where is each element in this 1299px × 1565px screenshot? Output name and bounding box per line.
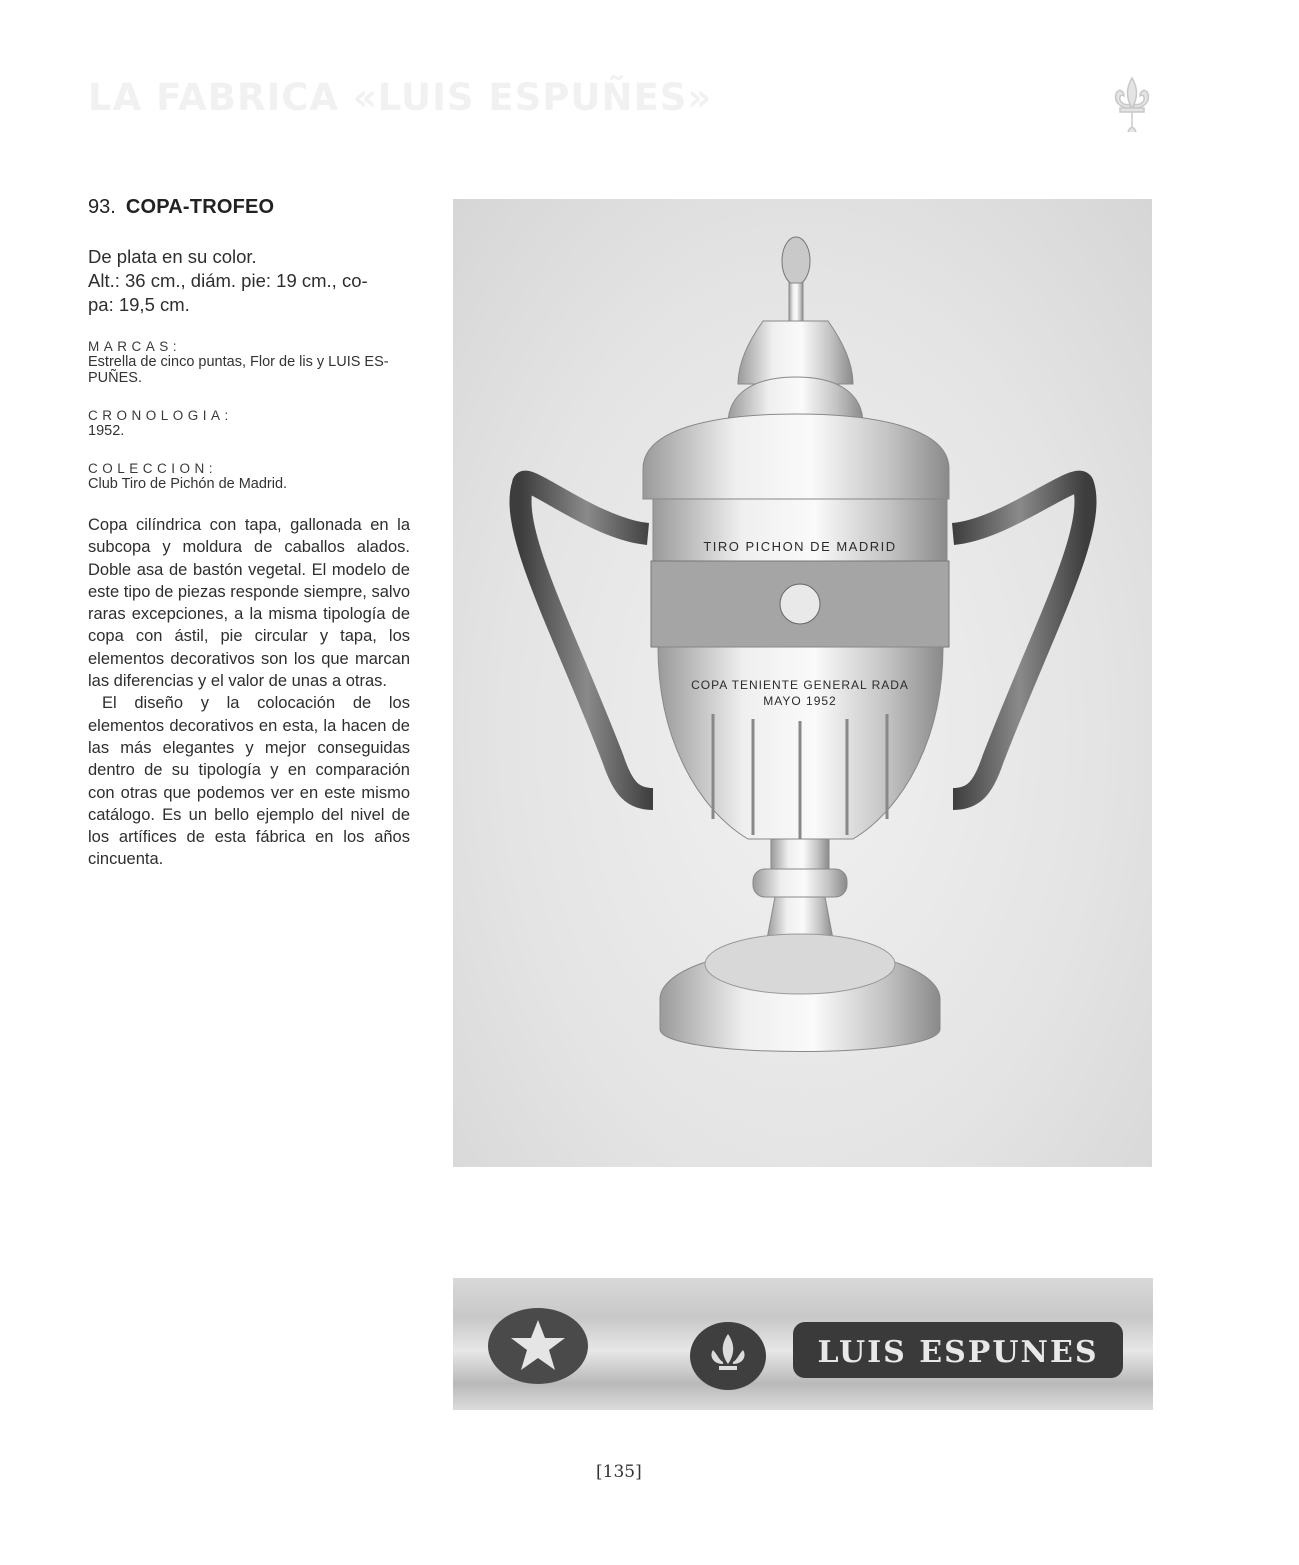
- maker-mark: LUIS ESPUNES: [817, 1335, 1099, 1370]
- page-number: [135]: [596, 1462, 642, 1482]
- entry-text-column: [88, 196, 410, 871]
- description: [88, 514, 410, 871]
- marcas-value: Estrella de cinco puntas, Flor de lis y LUIS ES-PUÑES.: [88, 354, 389, 386]
- marcas-label: MARCAS:: [88, 339, 182, 354]
- hallmarks-photo: [453, 1278, 1153, 1410]
- cronologia-value: 1952.: [88, 423, 125, 439]
- dimensions-line: Alt.: 36 cm., diám. pie: 19 cm., co-: [88, 270, 368, 291]
- entry-number: 93.: [88, 196, 116, 218]
- entry-title: COPA-TROFEO: [125, 196, 275, 218]
- trophy-cup-photo: [453, 199, 1152, 1167]
- trophy-cup-illustration: [453, 199, 1152, 1167]
- coleccion-value: Club Tiro de Pichón de Madrid.: [88, 476, 288, 492]
- body-inscription-line1: COPA TENIENTE GENERAL RADA: [691, 678, 909, 692]
- hallmarks-illustration: [453, 1278, 1153, 1410]
- entry-heading: [88, 196, 410, 219]
- coleccion-label: COLECCION:: [88, 461, 218, 476]
- dimensions-line: pa: 19,5 cm.: [88, 294, 190, 315]
- body-inscription-line2: MAYO 1952: [763, 694, 837, 708]
- description-paragraph: Copa cilíndrica con tapa, gallonada en la subcopa y moldura de caballos alados. Doble asa de bastón vegetal. El modelo de este tipo de piezas responde siempre, salvo raras excepciones, a la misma tipología de copa con ástil, pie circular y tapa, los elementos decorativos son los que marcan las diferencias y el valor de unas a otras.: [88, 516, 410, 691]
- cronologia-label: CRONOLOGIA:: [88, 408, 233, 423]
- running-header: LA FABRICA «LUIS ESPUÑES»: [88, 76, 713, 119]
- band-inscription: TIRO PICHON DE MADRID: [703, 539, 897, 554]
- fleur-de-lis-icon: [1108, 74, 1156, 136]
- material-dimensions: [88, 245, 410, 317]
- material-line: De plata en su color.: [88, 246, 257, 267]
- description-paragraph: El diseño y la colocación de los elementos decorativos en esta, la hacen de las más elegantes y mejor conseguidas dentro de su tipología y en comparación con otras que podemos ver en este mismo catálogo. Es un bello ejemplo del nivel de los artífices de esta fábrica en los años cincuenta.: [88, 694, 410, 869]
